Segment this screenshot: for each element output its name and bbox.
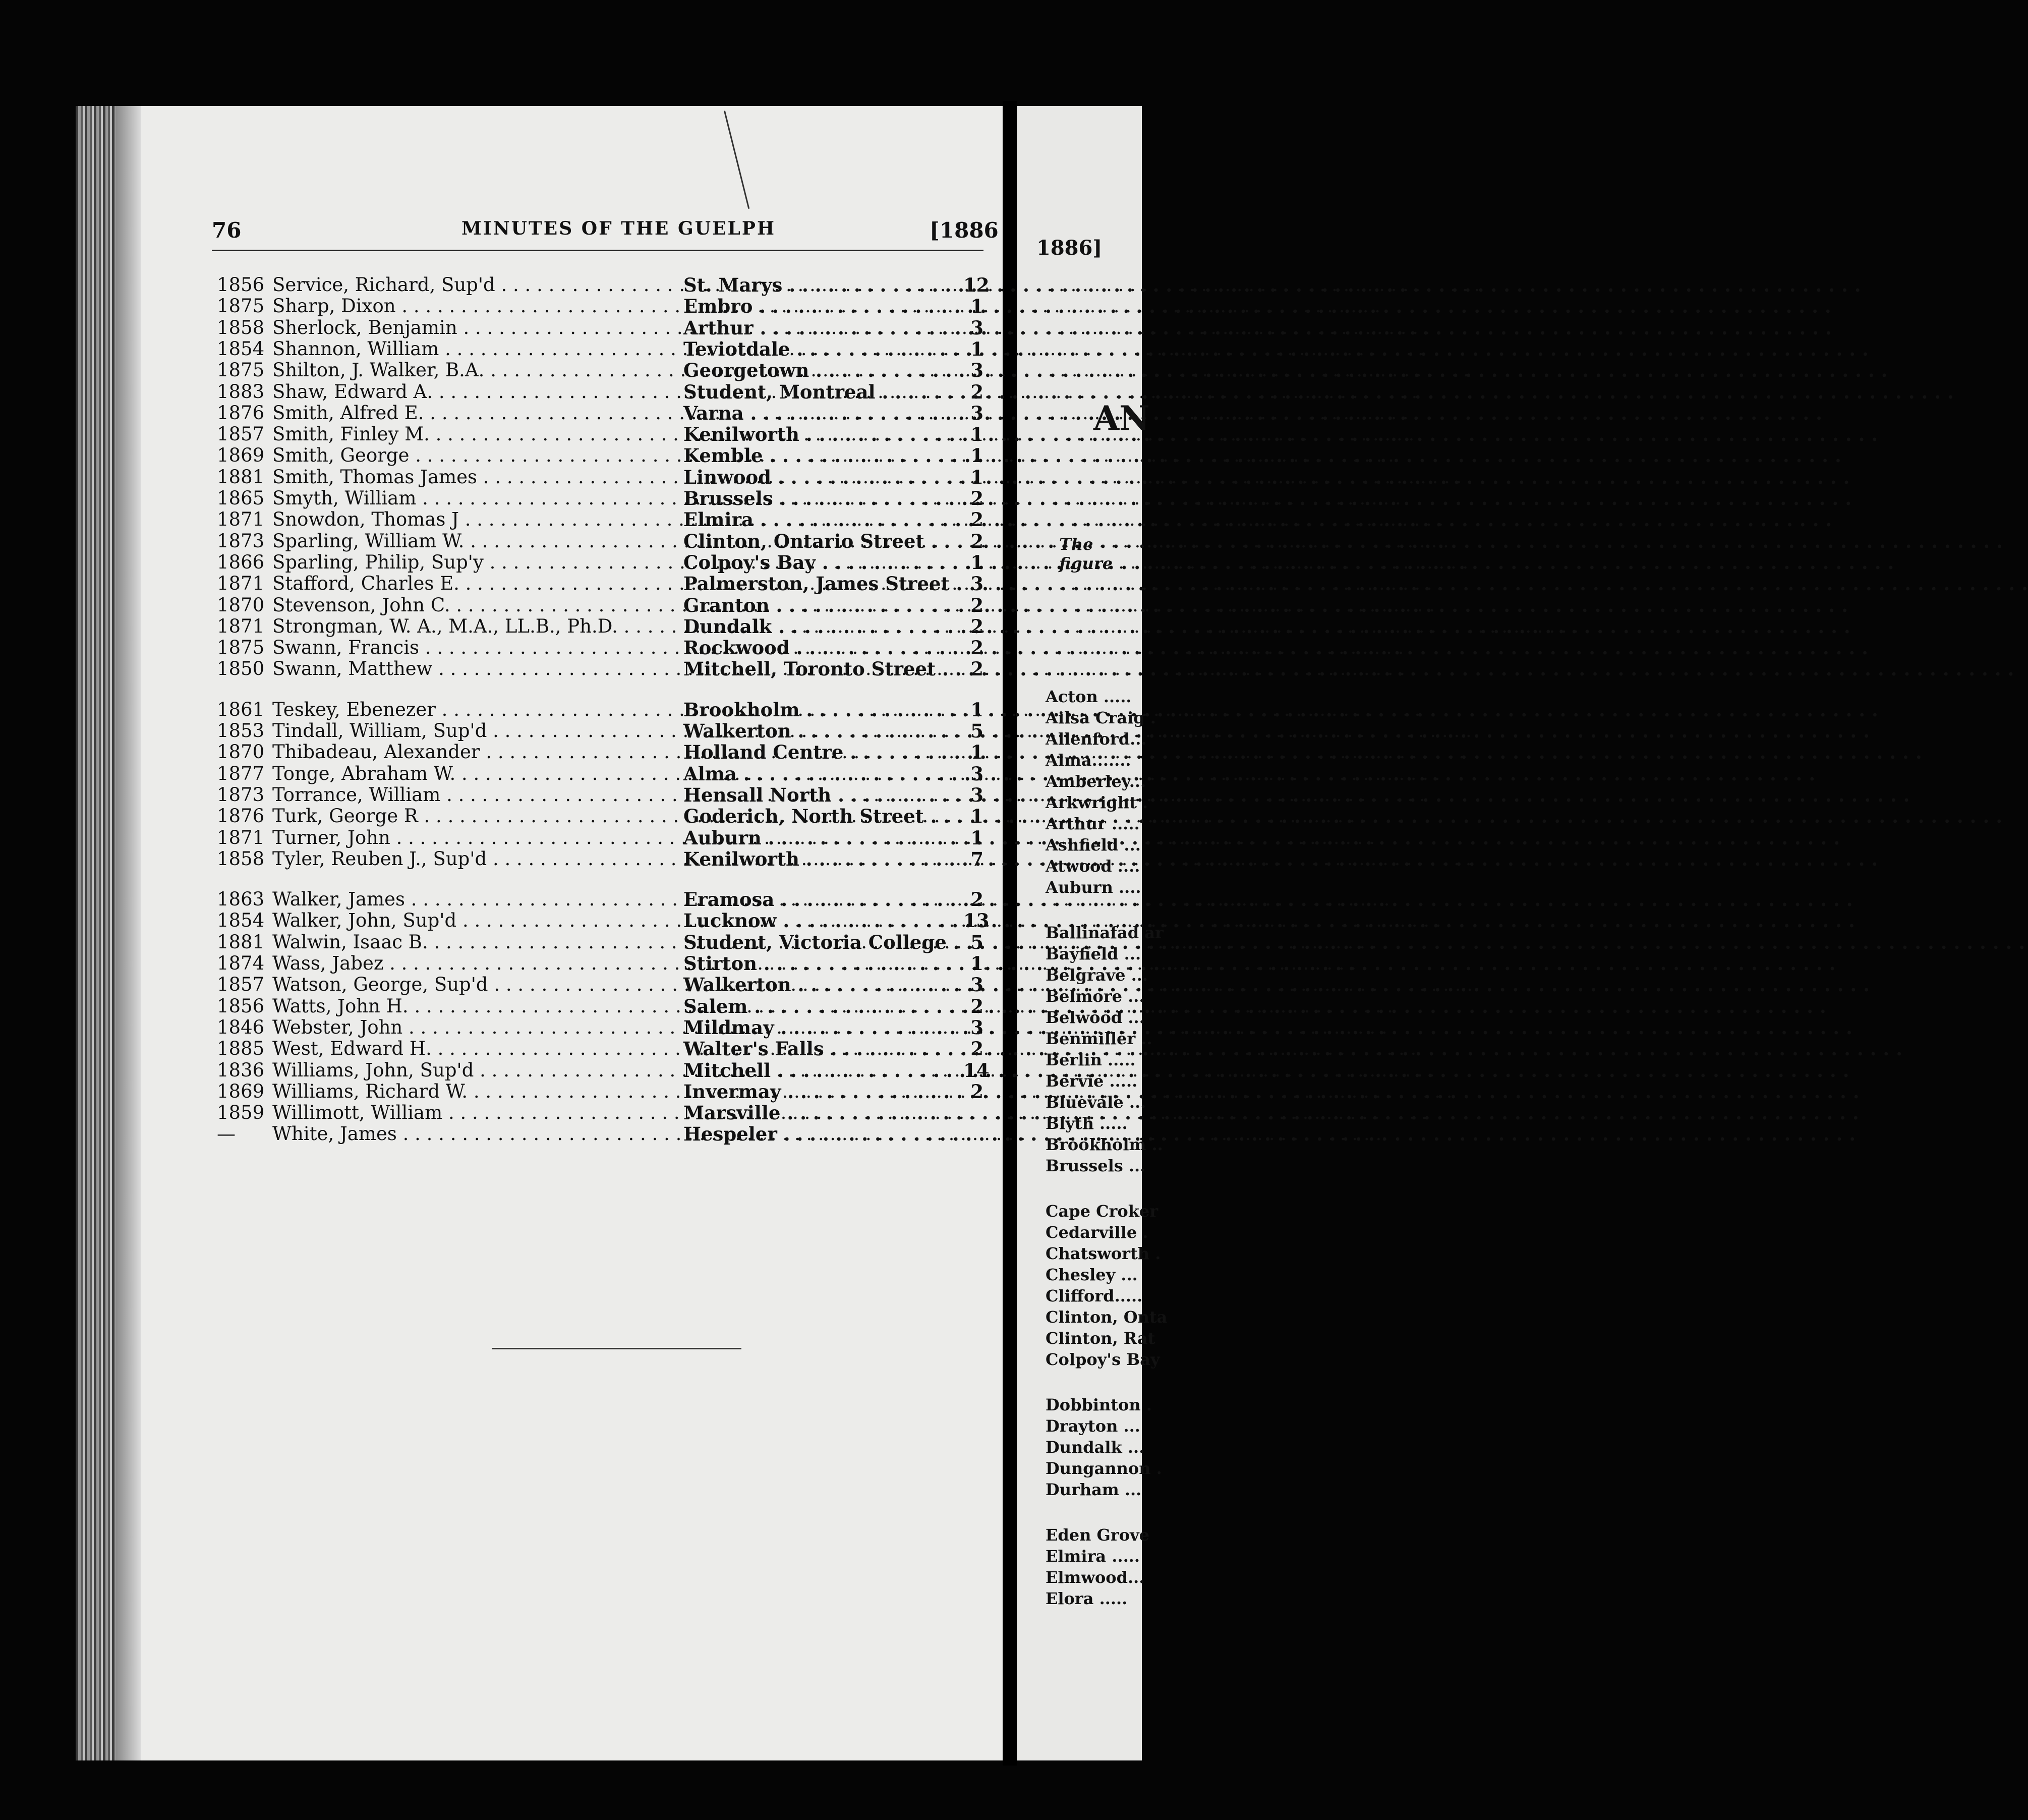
entry-year: 1869: [217, 1080, 265, 1102]
entry-count: 1: [970, 826, 983, 849]
place-item: Cedarville .: [1046, 1223, 1148, 1242]
entry-year: 1883: [217, 380, 265, 403]
entry-station: Goderich, North Street . . .: [683, 805, 958, 827]
entry-station: Mitchell . . .: [683, 1059, 958, 1082]
place-item: Auburn ....: [1046, 878, 1141, 897]
place-item: Ailsa Craig .: [1046, 708, 1156, 727]
entry-count: 12: [963, 274, 990, 296]
place-item: Drayton ...: [1046, 1416, 1140, 1436]
entry-station: Walkerton . . .: [683, 720, 958, 742]
entry-count: 2: [970, 615, 983, 638]
entry-count: 2: [970, 1038, 983, 1060]
place-item: Amberley...: [1046, 772, 1146, 791]
place-item: Berlin .....: [1046, 1050, 1136, 1069]
list-item: [0, 402, 1009, 424]
entry-count: 1: [970, 337, 983, 360]
entry-name: Sparling, William W. . . .: [272, 530, 666, 552]
entry-name: Smith, George . . .: [272, 444, 666, 466]
list-item: [0, 952, 1009, 975]
entry-count: 2: [970, 995, 983, 1017]
entry-name: Sparling, Philip, Sup'y . . .: [272, 551, 666, 573]
entry-name: Stevenson, John C. . . .: [272, 594, 666, 616]
entry-year: 1853: [217, 720, 265, 742]
entry-count: 1: [970, 423, 983, 446]
place-item: Blyth .....: [1046, 1114, 1128, 1133]
entry-year: 1871: [217, 826, 265, 848]
entry-name: Service, Richard, Sup'd . . .: [272, 274, 666, 296]
entry-year: 1857: [217, 423, 265, 445]
entry-name: Shilton, J. Walker, B.A. . . .: [272, 359, 666, 381]
entry-station: Georgetown . . .: [683, 359, 958, 381]
entry-name: Smyth, William . . .: [272, 487, 666, 509]
list-item: [0, 530, 1009, 552]
entry-name: Walwin, Isaac B. . . .: [272, 931, 666, 953]
entry-name: Willimott, William . . .: [272, 1102, 666, 1123]
place-item: Elmira .....: [1046, 1547, 1140, 1566]
place-item: Arthur .....: [1046, 814, 1140, 833]
entry-station: Stirton . . .: [683, 952, 958, 975]
place-item: Bervie .....: [1046, 1071, 1138, 1091]
entry-year: 1873: [217, 783, 265, 806]
entry-count: 5: [970, 931, 983, 953]
entry-station: Palmerston, James Street . . .: [683, 573, 958, 595]
list-item: [0, 909, 1009, 932]
place-item: Dungannon .: [1046, 1459, 1162, 1478]
place-item: Ballinafad ar: [1046, 923, 1164, 942]
entry-year: 1857: [217, 974, 265, 996]
list-item: [0, 658, 1009, 680]
entry-year: 1874: [217, 952, 265, 974]
entry-count: 3: [970, 762, 983, 785]
entry-count: 3: [970, 573, 983, 595]
entry-count: 3: [970, 359, 983, 382]
list-item: [0, 508, 1009, 531]
entry-name: Thibadeau, Alexander . . .: [272, 741, 666, 763]
entry-station: Arthur . . .: [683, 317, 958, 339]
entry-count: 2: [970, 594, 983, 616]
entry-year: 1881: [217, 466, 265, 488]
entry-station: Varna . . .: [683, 402, 958, 424]
entry-year: —: [217, 1123, 236, 1145]
entry-name: Tyler, Reuben J., Sup'd . . .: [272, 848, 666, 870]
entry-year: 1876: [217, 402, 265, 424]
entry-year: 1885: [217, 1038, 265, 1060]
entry-count: 2: [970, 530, 983, 552]
entry-station: Colpoy's Bay . . .: [683, 551, 958, 574]
entry-station: Brussels . . .: [683, 487, 958, 509]
list-item: [0, 444, 1009, 467]
entry-count: 5: [970, 720, 983, 742]
entry-year: 1873: [217, 530, 265, 552]
running-title: MINUTES OF THE GUELPH: [461, 218, 776, 239]
list-item: [0, 974, 1009, 996]
list-item: [0, 637, 1009, 659]
place-item: Durham ...: [1046, 1480, 1142, 1499]
list-item: [0, 1102, 1009, 1124]
entry-year: 1869: [217, 444, 265, 467]
entry-count: 2: [970, 888, 983, 911]
entry-name: West, Edward H. . . .: [272, 1038, 666, 1059]
place-item: Cape Croker: [1046, 1202, 1158, 1221]
place-item: Arkwright .: [1046, 793, 1148, 812]
entry-year: 1856: [217, 274, 265, 296]
place-item: Acton .....: [1046, 687, 1132, 706]
place-item: Alma.......: [1046, 751, 1131, 770]
place-item: Chatsworth .: [1046, 1244, 1161, 1263]
entry-station: Lucknow . . .: [683, 909, 958, 932]
list-item: [0, 784, 1009, 806]
right-subtitle-fragment: The figure: [1059, 535, 1113, 573]
place-item: Brookholm ..: [1046, 1135, 1163, 1154]
entry-name: Torrance, William . . .: [272, 784, 666, 806]
entry-name: Swann, Matthew . . .: [272, 658, 666, 679]
entry-name: Smith, Alfred E. . . .: [272, 402, 666, 424]
entry-year: 1861: [217, 698, 265, 720]
entry-year: 1875: [217, 637, 265, 659]
list-item: [0, 295, 1009, 317]
entry-year: 1846: [217, 1016, 265, 1038]
entry-year: 1870: [217, 741, 265, 763]
entry-year: 1836: [217, 1059, 265, 1081]
entry-count: 1: [970, 741, 983, 764]
entry-year: 1865: [217, 487, 265, 509]
place-item: Dundalk ...: [1046, 1438, 1145, 1457]
entry-count: 3: [970, 974, 983, 996]
entry-year: 1863: [217, 888, 265, 911]
list-item: [0, 848, 1009, 870]
entry-year: 1875: [217, 359, 265, 381]
entry-station: Walter's Falls . . .: [683, 1038, 958, 1060]
place-item: Belmore ...: [1046, 987, 1145, 1006]
entry-year: 1875: [217, 295, 265, 317]
entry-station: Kenilworth . . .: [683, 423, 958, 445]
entry-year: 1854: [217, 909, 265, 932]
list-item: [0, 338, 1009, 360]
entry-count: 1: [970, 444, 983, 467]
entry-name: Tindall, William, Sup'd . . .: [272, 720, 666, 742]
entry-station: Invermay . . .: [683, 1080, 958, 1103]
place-item: Dobbinton .: [1046, 1395, 1152, 1414]
entry-count: 2: [970, 508, 983, 531]
entry-year: 1876: [217, 805, 265, 827]
entry-station: Alma . . .: [683, 763, 958, 785]
entry-station: Granton . . .: [683, 594, 958, 616]
entry-station: Embro . . .: [683, 295, 958, 317]
entry-name: Walker, James . . .: [272, 888, 666, 910]
entry-name: Swann, Francis . . .: [272, 637, 666, 658]
header-rule: [212, 250, 983, 251]
entry-name: Williams, Richard W. . . .: [272, 1080, 666, 1102]
entry-year: 1858: [217, 847, 265, 870]
entry-name: Stafford, Charles E. . . .: [272, 573, 666, 594]
entry-name: Tonge, Abraham W. . . .: [272, 763, 666, 784]
entry-year: 1881: [217, 931, 265, 953]
list-item: [0, 805, 1009, 827]
entry-count: 1: [970, 295, 983, 318]
entry-station: Auburn . . .: [683, 827, 958, 849]
entry-name: White, James . . .: [272, 1123, 666, 1145]
entry-count: 1: [970, 466, 983, 488]
place-item: Ashfield ...: [1046, 835, 1141, 855]
entry-count: 14: [963, 1059, 990, 1082]
list-item: [0, 594, 1009, 616]
entry-name: Sharp, Dixon . . .: [272, 295, 666, 317]
entry-count: 3: [970, 783, 983, 806]
list-item: [0, 381, 1009, 403]
list-item: [0, 615, 1009, 638]
place-item: Brussels ...: [1046, 1156, 1146, 1175]
entry-name: Sherlock, Benjamin . . .: [272, 317, 666, 338]
entry-station: Walkerton . . .: [683, 974, 958, 996]
entry-station: Clinton, Ontario Street . . .: [683, 530, 958, 552]
list-item: [0, 888, 1009, 911]
place-item: Clinton, Onta: [1046, 1307, 1168, 1327]
place-item: Atwood ....: [1046, 857, 1140, 876]
list-item: [0, 551, 1009, 574]
entry-count: 2: [970, 658, 983, 680]
entry-count: 3: [970, 402, 983, 424]
entry-name: Williams, John, Sup'd . . .: [272, 1059, 666, 1081]
entry-count: 7: [970, 847, 983, 870]
list-item: [0, 1016, 1009, 1039]
entry-count: 1: [970, 805, 983, 828]
entry-station: St. Marys . . .: [683, 274, 958, 296]
entry-year: 1854: [217, 337, 265, 360]
list-item: [0, 487, 1009, 509]
entry-name: Watson, George, Sup'd . . .: [272, 974, 666, 995]
entry-station: Elmira . . .: [683, 508, 958, 531]
entry-count: 1: [970, 551, 983, 574]
entry-count: 1: [970, 698, 983, 721]
entry-name: Turk, George R . . .: [272, 805, 666, 827]
list-item: [0, 359, 1009, 381]
list-item: [0, 763, 1009, 785]
entry-year: 1871: [217, 573, 265, 595]
entry-year: 1859: [217, 1102, 265, 1124]
entry-name: Watts, John H. . . .: [272, 995, 666, 1017]
entry-name: Shaw, Edward A. . . .: [272, 381, 666, 403]
entry-year: 1871: [217, 508, 265, 531]
list-item: [0, 1080, 1009, 1103]
place-item: Chesley ...: [1046, 1265, 1138, 1284]
year-mark-right: 1886]: [1036, 236, 1103, 260]
year-mark-left: [1886: [930, 218, 999, 243]
entry-station: Teviotdale . . .: [683, 338, 958, 360]
entry-count: 3: [970, 316, 983, 339]
list-item: [0, 995, 1009, 1017]
place-item: Benmiller ..: [1046, 1029, 1152, 1048]
entry-name: Walker, John, Sup'd . . .: [272, 909, 666, 931]
entry-station: Dundalk . . .: [683, 615, 958, 638]
entry-station: Eramosa . . .: [683, 888, 958, 911]
entry-count: 2: [970, 637, 983, 659]
entry-station: Holland Centre . . .: [683, 741, 958, 763]
list-item: [0, 699, 1009, 721]
entry-count: 2: [970, 380, 983, 403]
entry-name: Smith, Finley M. . . .: [272, 423, 666, 445]
entry-count: 2: [970, 487, 983, 509]
entry-count: 2: [970, 1080, 983, 1103]
list-item: [0, 1059, 1009, 1082]
list-item: [0, 423, 1009, 445]
entry-name: Strongman, W. A., M.A., LL.B., Ph.D. . . .: [272, 615, 666, 637]
entry-year: 1858: [217, 316, 265, 338]
entry-count: 3: [970, 1016, 983, 1039]
entry-year: 1871: [217, 615, 265, 637]
list-item: [0, 466, 1009, 488]
entry-name: Shannon, William . . .: [272, 338, 666, 360]
place-item: Belgrave ...: [1046, 965, 1148, 985]
entry-station: Kemble . . .: [683, 444, 958, 467]
entry-name: Smith, Thomas James . . .: [272, 466, 666, 488]
entry-name: Snowdon, Thomas J . . .: [272, 508, 666, 530]
section-end-rule: [492, 1348, 741, 1349]
place-item: Bluevale ...: [1046, 1093, 1146, 1112]
entry-station: Student, Victoria College . . .: [683, 931, 958, 953]
right-title-fragment: AN: [1093, 399, 1150, 438]
page-number: 76: [212, 218, 242, 243]
place-item: Elora .....: [1046, 1589, 1128, 1608]
list-item: [0, 741, 1009, 763]
entry-station: Brookholm . . .: [683, 699, 958, 721]
entry-name: Webster, John . . .: [272, 1016, 666, 1038]
entry-year: 1856: [217, 995, 265, 1017]
entry-name: Turner, John . . .: [272, 827, 666, 848]
entry-station: Mitchell, Toronto Street . . .: [683, 658, 958, 680]
entry-year: 1850: [217, 658, 265, 680]
place-item: Elmwood...: [1046, 1568, 1145, 1587]
entry-station: Hespeler . . .: [683, 1123, 958, 1145]
place-item: Eden Grove: [1046, 1525, 1150, 1545]
entry-station: Marsville . . .: [683, 1102, 958, 1124]
entry-station: Salem . . .: [683, 995, 958, 1017]
entry-count: 1: [970, 952, 983, 975]
entry-year: 1870: [217, 594, 265, 616]
list-item: [0, 827, 1009, 849]
entry-station: Mildmay . . .: [683, 1016, 958, 1039]
entry-count: 13: [963, 909, 990, 932]
list-item: [0, 573, 1009, 595]
entry-name: Wass, Jabez . . .: [272, 952, 666, 974]
place-item: Colpoy's Bay: [1046, 1350, 1160, 1369]
entry-station: Linwood . . .: [683, 466, 958, 488]
list-item: [0, 1123, 1009, 1145]
place-item: Bayfield ...: [1046, 944, 1141, 963]
place-item: Clifford.....: [1046, 1286, 1143, 1305]
list-item: [0, 1038, 1009, 1060]
place-item: Allenford...: [1046, 729, 1147, 749]
list-item: [0, 720, 1009, 742]
entry-station: Hensall North . . .: [683, 784, 958, 806]
list-item: [0, 931, 1009, 953]
entry-year: 1866: [217, 551, 265, 573]
list-item: [0, 317, 1009, 339]
entry-station: Kenilworth . . .: [683, 848, 958, 870]
place-item: Clinton, Rat: [1046, 1329, 1155, 1348]
entry-name: Teskey, Ebenezer . . .: [272, 699, 666, 720]
place-item: Belwood ...: [1046, 1008, 1145, 1027]
entry-station: Rockwood . . .: [683, 637, 958, 659]
list-item: [0, 274, 1009, 296]
entry-year: 1877: [217, 762, 265, 784]
entry-station: Student, Montreal . . .: [683, 381, 958, 403]
